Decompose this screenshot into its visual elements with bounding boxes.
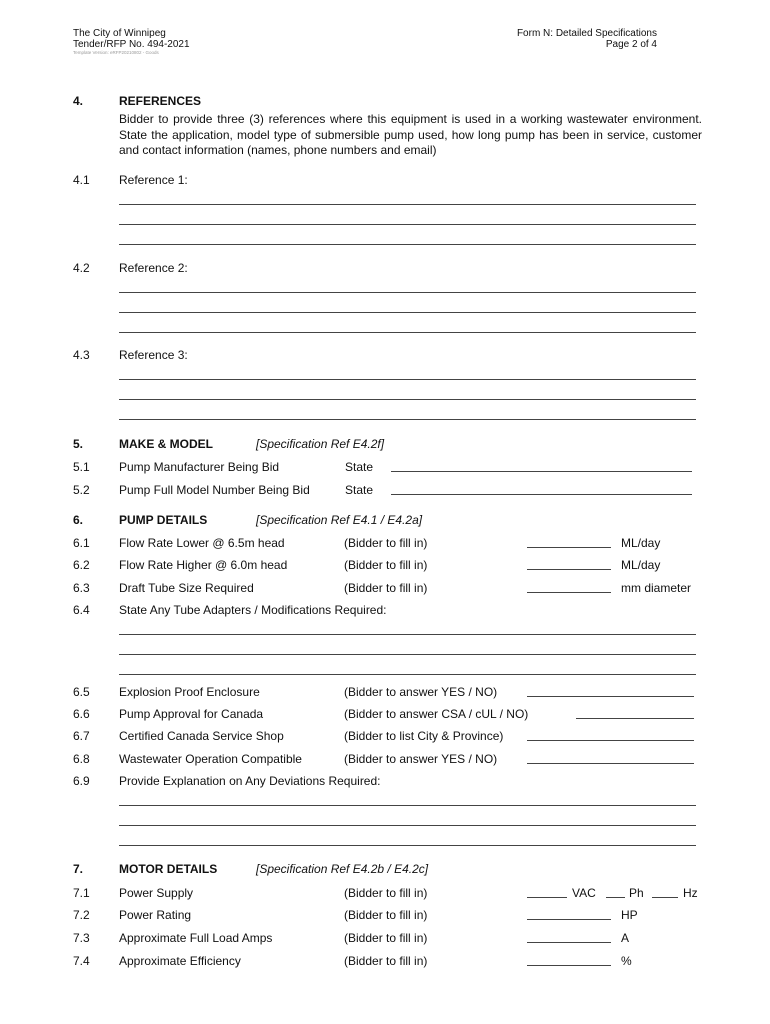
full-load-amps-field[interactable]	[527, 942, 611, 943]
item-7-1-unit-ph: Ph	[629, 886, 644, 900]
item-6-2-unit: ML/day	[621, 558, 661, 572]
item-6-8-number: 6.8	[73, 752, 90, 766]
item-7-2-number: 7.2	[73, 908, 90, 922]
item-5-1-label: Pump Manufacturer Being Bid	[119, 460, 280, 474]
section-6-number: 6.	[73, 513, 84, 527]
item-7-1-number: 7.1	[73, 886, 90, 900]
reference-1-line-2[interactable]	[119, 224, 696, 225]
tube-adapters-line-2[interactable]	[119, 654, 696, 655]
form-title: Form N: Detailed Specifications	[516, 28, 657, 39]
item-7-1-unit-hz: Hz	[683, 886, 698, 900]
tube-adapters-line-3[interactable]	[119, 674, 696, 675]
header-left	[73, 28, 190, 56]
section-7-spec-ref: [Specification Ref E4.2b / E4.2c]	[256, 862, 429, 876]
item-6-3-hint: (Bidder to fill in)	[344, 581, 428, 595]
power-rating-field[interactable]	[527, 919, 611, 920]
item-6-1-hint: (Bidder to fill in)	[344, 536, 428, 550]
item-6-7-number: 6.7	[73, 729, 90, 743]
section-4-number: 4.	[73, 94, 84, 108]
item-6-6-label: Pump Approval for Canada	[119, 707, 264, 721]
section-6-spec-ref: [Specification Ref E4.1 / E4.2a]	[256, 513, 423, 527]
item-6-5-label: Explosion Proof Enclosure	[119, 685, 260, 699]
reference-1-line-3[interactable]	[119, 244, 696, 245]
deviations-line-3[interactable]	[119, 845, 696, 846]
item-6-3-unit: mm diameter	[621, 581, 692, 595]
item-4-1-number: 4.1	[73, 173, 90, 187]
header-right	[517, 28, 657, 50]
explosion-proof-field[interactable]	[527, 696, 694, 697]
item-6-9-number: 6.9	[73, 774, 90, 788]
tube-adapters-line-1[interactable]	[119, 634, 696, 635]
item-4-2-number: 4.2	[73, 261, 90, 275]
item-6-6-hint: (Bidder to answer CSA / cUL / NO)	[344, 707, 529, 721]
item-7-4-number: 7.4	[73, 954, 90, 968]
item-7-3-number: 7.3	[73, 931, 90, 945]
item-6-3-number: 6.3	[73, 581, 90, 595]
section-7-number: 7.	[73, 862, 84, 876]
item-7-4-hint: (Bidder to fill in)	[344, 954, 428, 968]
item-6-2-label: Flow Rate Higher @ 6.0m head	[119, 558, 288, 572]
item-6-2-hint: (Bidder to fill in)	[344, 558, 428, 572]
item-7-4-label: Approximate Efficiency	[119, 954, 241, 968]
item-6-7-label: Certified Canada Service Shop	[119, 729, 284, 743]
reference-3-line-3[interactable]	[119, 419, 696, 420]
section-5-number: 5.	[73, 437, 84, 451]
item-6-8-hint: (Bidder to answer YES / NO)	[344, 752, 498, 766]
item-6-4-label: State Any Tube Adapters / Modifications Required:	[119, 603, 387, 617]
org-name: The City of Winnipeg	[73, 28, 166, 39]
item-6-4-number: 6.4	[73, 603, 90, 617]
item-6-1-number: 6.1	[73, 536, 90, 550]
service-shop-field[interactable]	[527, 740, 694, 741]
voltage-field[interactable]	[527, 897, 567, 898]
item-4-3-number: 4.3	[73, 348, 90, 362]
item-7-1-hint: (Bidder to fill in)	[344, 886, 428, 900]
tender-number: Tender/RFP No. 494-2021	[73, 39, 190, 50]
frequency-field[interactable]	[652, 897, 678, 898]
section-5-spec-ref: [Specification Ref E4.2f]	[256, 437, 385, 451]
item-6-2-number: 6.2	[73, 558, 90, 572]
item-6-5-hint: (Bidder to answer YES / NO)	[344, 685, 498, 699]
item-6-1-unit: ML/day	[621, 536, 661, 550]
item-6-3-label: Draft Tube Size Required	[119, 581, 254, 595]
flow-rate-lower-field[interactable]	[527, 547, 611, 548]
reference-2-line-3[interactable]	[119, 332, 696, 333]
wastewater-compatible-field[interactable]	[527, 763, 694, 764]
phase-field[interactable]	[606, 897, 625, 898]
reference-2-line-1[interactable]	[119, 292, 696, 293]
section-4-intro: Bidder to provide three (3) references where this equipment is used in a working wastewater environment. State the application, model type of submersible pump used, how long pump has been in service, customer and contact information (names, phone numbers and email)	[119, 112, 702, 157]
draft-tube-size-field[interactable]	[527, 592, 611, 593]
template-version: Template Version: eRFP20210802 - Goods	[73, 50, 159, 55]
item-5-2-number: 5.2	[73, 483, 90, 497]
deviations-line-2[interactable]	[119, 825, 696, 826]
item-6-7-hint: (Bidder to list City & Province)	[344, 729, 504, 743]
reference-2-line-2[interactable]	[119, 312, 696, 313]
item-7-4-unit: %	[621, 954, 632, 968]
item-6-8-label: Wastewater Operation Compatible	[119, 752, 302, 766]
section-7-title: MOTOR DETAILS	[119, 862, 218, 876]
efficiency-field[interactable]	[527, 965, 611, 966]
item-5-1-hint: State	[345, 460, 374, 474]
deviations-line-1[interactable]	[119, 805, 696, 806]
item-7-2-label: Power Rating	[119, 908, 192, 922]
item-5-1-number: 5.1	[73, 460, 90, 474]
item-5-2-hint: State	[345, 483, 374, 497]
reference-1-line-1[interactable]	[119, 204, 696, 205]
item-7-2-hint: (Bidder to fill in)	[344, 908, 428, 922]
section-4-title: REFERENCES	[119, 94, 202, 108]
reference-3-line-2[interactable]	[119, 399, 696, 400]
item-6-6-number: 6.6	[73, 707, 90, 721]
item-5-2-label: Pump Full Model Number Being Bid	[119, 483, 310, 497]
section-6-title: PUMP DETAILS	[119, 513, 208, 527]
reference-3-line-1[interactable]	[119, 379, 696, 380]
page-number: Page 2 of 4	[605, 39, 657, 50]
item-7-3-label: Approximate Full Load Amps	[119, 931, 273, 945]
item-7-3-unit: A	[621, 931, 630, 945]
manufacturer-field[interactable]	[391, 471, 692, 472]
item-4-2-label: Reference 2:	[119, 261, 188, 275]
item-7-1-label: Power Supply	[119, 886, 194, 900]
item-4-3-label: Reference 3:	[119, 348, 188, 362]
item-7-2-unit: HP	[621, 908, 638, 922]
item-6-1-label: Flow Rate Lower @ 6.5m head	[119, 536, 285, 550]
section-5-title: MAKE & MODEL	[119, 437, 213, 451]
item-6-5-number: 6.5	[73, 685, 90, 699]
model-number-field[interactable]	[391, 494, 692, 495]
item-4-1-label: Reference 1:	[119, 173, 188, 187]
item-7-3-hint: (Bidder to fill in)	[344, 931, 428, 945]
item-6-9-label: Provide Explanation on Any Deviations Required:	[119, 774, 381, 788]
pump-approval-field[interactable]	[576, 718, 694, 719]
flow-rate-higher-field[interactable]	[527, 569, 611, 570]
item-7-1-unit-vac: VAC	[572, 886, 596, 900]
